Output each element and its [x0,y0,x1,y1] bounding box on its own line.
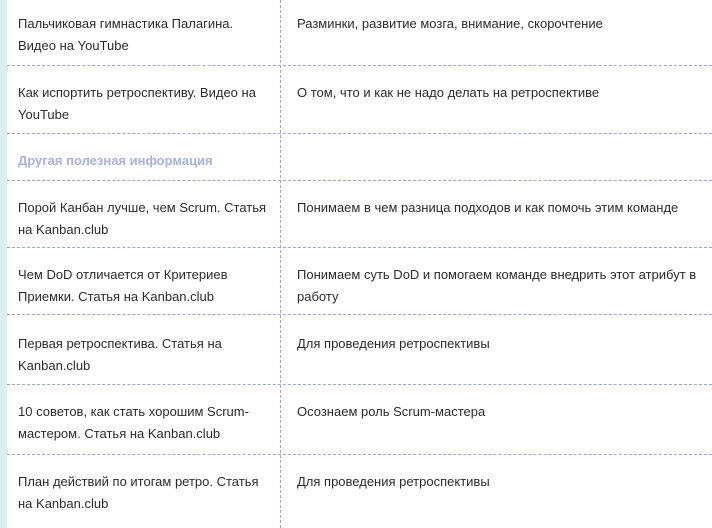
resource-purpose: Понимаем суть DoD и помогаем команде внедрить этот атрибут в работу [297,267,697,304]
resource-purpose: Для проведения ретроспективы [297,336,490,351]
resource-title: Первая ретроспектива. Статья на Kanban.club [18,336,222,373]
table-row [7,315,712,385]
table-row [7,66,712,134]
table-row [7,181,712,248]
section-row [7,134,712,181]
resource-title: Как испортить ретроспективу. Видео на YouTube [18,85,256,122]
table-row [7,13,712,66]
table-row [7,385,712,455]
resource-purpose: Для проведения ретроспективы [297,474,490,489]
section-heading: Другая полезная информация [18,153,213,168]
table-row [7,455,712,528]
resource-purpose: Осознаем роль Scrum-мастера [297,404,486,419]
resource-purpose: Понимаем в чем разница подходов и как помочь этим команде [297,200,679,215]
resource-title: План действий по итогам ретро. Статья на Kanban.club [18,474,259,511]
left-margin-strip [0,0,7,528]
resource-title: Порой Канбан лучше, чем Scrum. Статья на Kanban.club [18,200,267,237]
column-divider [280,0,281,528]
table-row [7,248,712,315]
resource-title: Пальчиковая гимнастика Палагина. Видео на YouTube [18,16,234,53]
resource-purpose: Разминки, развитие мозга, внимание, скорочтение [297,16,603,31]
resource-title: Чем DoD отличается от Критериев Приемки. Статья на Kanban.club [18,267,228,304]
resource-purpose: О том, что и как не надо делать на ретроспективе [297,85,600,100]
resource-title: 10 советов, как стать хорошим Scrum-мастером. Статья на Kanban.club [18,404,249,441]
